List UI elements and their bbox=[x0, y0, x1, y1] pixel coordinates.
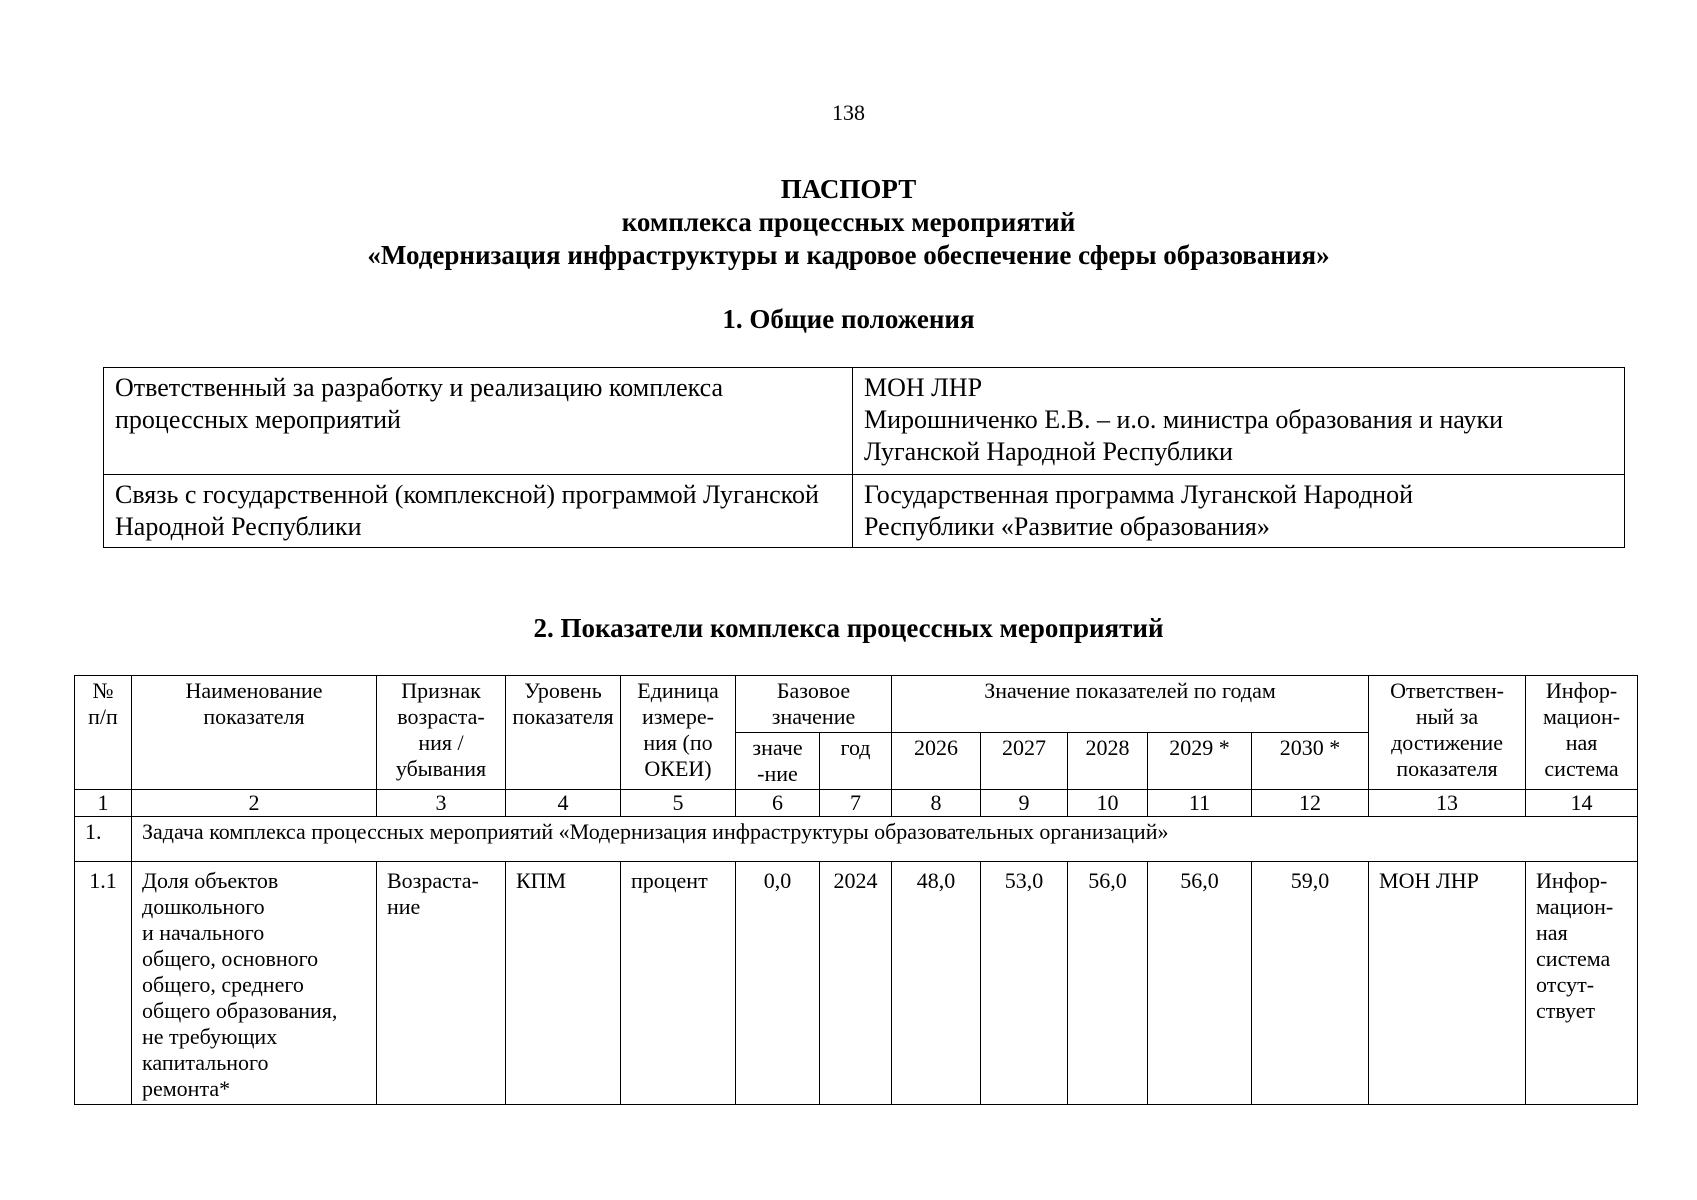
column-number: 14 bbox=[1526, 790, 1638, 817]
document-subtitle-line-1: комплекса процессных мероприятий bbox=[621, 207, 1076, 237]
indicator-value-2028: 56,0 bbox=[1068, 862, 1148, 1105]
task-row bbox=[75, 817, 1638, 862]
indicator-sign: Возраста- ние bbox=[377, 862, 506, 1105]
indicator-value-2026: 48,0 bbox=[892, 862, 981, 1105]
header-unit: Единица измере- ния (по ОКЕИ) bbox=[621, 676, 736, 790]
header-year-2027: 2027 bbox=[981, 733, 1068, 790]
program-link-label-cell: Связь с государственной (комплексной) программой Луганской Народной Республики bbox=[104, 475, 853, 548]
column-number: 9 bbox=[981, 790, 1068, 817]
row-number: 1.1 bbox=[75, 862, 132, 1105]
indicator-unit: процент bbox=[621, 862, 736, 1105]
responsible-org: МОН ЛНР bbox=[864, 373, 983, 402]
column-number: 2 bbox=[132, 790, 377, 817]
header-num: № п/п bbox=[75, 676, 132, 790]
header-year-2026: 2026 bbox=[892, 733, 981, 790]
indicator-base-year: 2024 bbox=[820, 862, 892, 1105]
header-row bbox=[75, 676, 1638, 733]
column-number: 12 bbox=[1252, 790, 1369, 817]
column-number: 8 bbox=[892, 790, 981, 817]
indicators-table bbox=[74, 675, 1638, 1105]
indicator-info-system: Инфор- мацион- ная система отсут- ствует bbox=[1526, 862, 1638, 1105]
column-number: 6 bbox=[736, 790, 820, 817]
header-name: Наименование показателя bbox=[132, 676, 377, 790]
indicator-level: КПМ bbox=[506, 862, 621, 1105]
program-name-line: Государственная программа Луганской Народной bbox=[864, 480, 1413, 509]
column-number: 1 bbox=[75, 790, 132, 817]
header-year-2029: 2029 * bbox=[1148, 733, 1252, 790]
column-number: 4 bbox=[506, 790, 621, 817]
table-row bbox=[104, 368, 1625, 475]
task-text: Задача комплекса процессных мероприятий «Модернизация инфраструктуры образовательных организаций» bbox=[132, 817, 1638, 862]
responsible-region: Луганской Народной Республики bbox=[864, 437, 1233, 466]
indicator-value-2030: 59,0 bbox=[1252, 862, 1369, 1105]
header-values-by-year: Значение показателей по годам bbox=[892, 676, 1369, 733]
document-title: ПАСПОРТ bbox=[780, 174, 917, 204]
header-base-value: значе -ние bbox=[736, 733, 820, 790]
header-responsible: Ответствен- ный за достижение показателя bbox=[1369, 676, 1526, 790]
responsible-label-cell: Ответственный за разработку и реализацию комплекса процессных мероприятий bbox=[104, 368, 853, 475]
header-year-2028: 2028 bbox=[1068, 733, 1148, 790]
indicator-base-value: 0,0 bbox=[736, 862, 820, 1105]
column-number: 5 bbox=[621, 790, 736, 817]
task-number: 1. bbox=[75, 817, 132, 862]
program-name-line: Республики «Развитие образования» bbox=[864, 512, 1270, 541]
header-sign: Признак возраста- ния / убывания bbox=[377, 676, 506, 790]
section-2-title: 2. Показатели комплекса процессных мероприятий bbox=[533, 613, 1164, 643]
column-number: 10 bbox=[1068, 790, 1148, 817]
general-provisions-table bbox=[103, 367, 1625, 548]
header-level: Уровень показателя bbox=[506, 676, 621, 790]
table-row bbox=[75, 862, 1638, 1105]
indicator-value-2029: 56,0 bbox=[1148, 862, 1252, 1105]
page-number: 138 bbox=[832, 100, 865, 125]
column-number: 3 bbox=[377, 790, 506, 817]
column-numbers-row bbox=[75, 790, 1638, 817]
indicator-value-2027: 53,0 bbox=[981, 862, 1068, 1105]
column-number: 7 bbox=[820, 790, 892, 817]
responsible-value-cell bbox=[853, 368, 1625, 475]
header-year-2030: 2030 * bbox=[1252, 733, 1369, 790]
column-number: 11 bbox=[1148, 790, 1252, 817]
header-base-year: год bbox=[820, 733, 892, 790]
responsible-person: Мирошниченко Е.В. – и.о. министра образования и науки bbox=[864, 405, 1504, 434]
program-link-value-cell bbox=[853, 475, 1625, 548]
header-info-system: Инфор- мацион- ная система bbox=[1526, 676, 1638, 790]
indicator-responsible: МОН ЛНР bbox=[1369, 862, 1526, 1105]
column-number: 13 bbox=[1369, 790, 1526, 817]
table-row bbox=[104, 475, 1625, 548]
indicator-name: Доля объектов дошкольного и начального общего, основного общего, среднего общего образования, не требующих капитального ремонта* bbox=[132, 862, 377, 1105]
header-base: Базовое значение bbox=[736, 676, 892, 733]
document-subtitle-line-2: «Модернизация инфраструктуры и кадровое обеспечение сферы образования» bbox=[367, 240, 1330, 270]
section-1-title: 1. Общие положения bbox=[722, 304, 975, 334]
